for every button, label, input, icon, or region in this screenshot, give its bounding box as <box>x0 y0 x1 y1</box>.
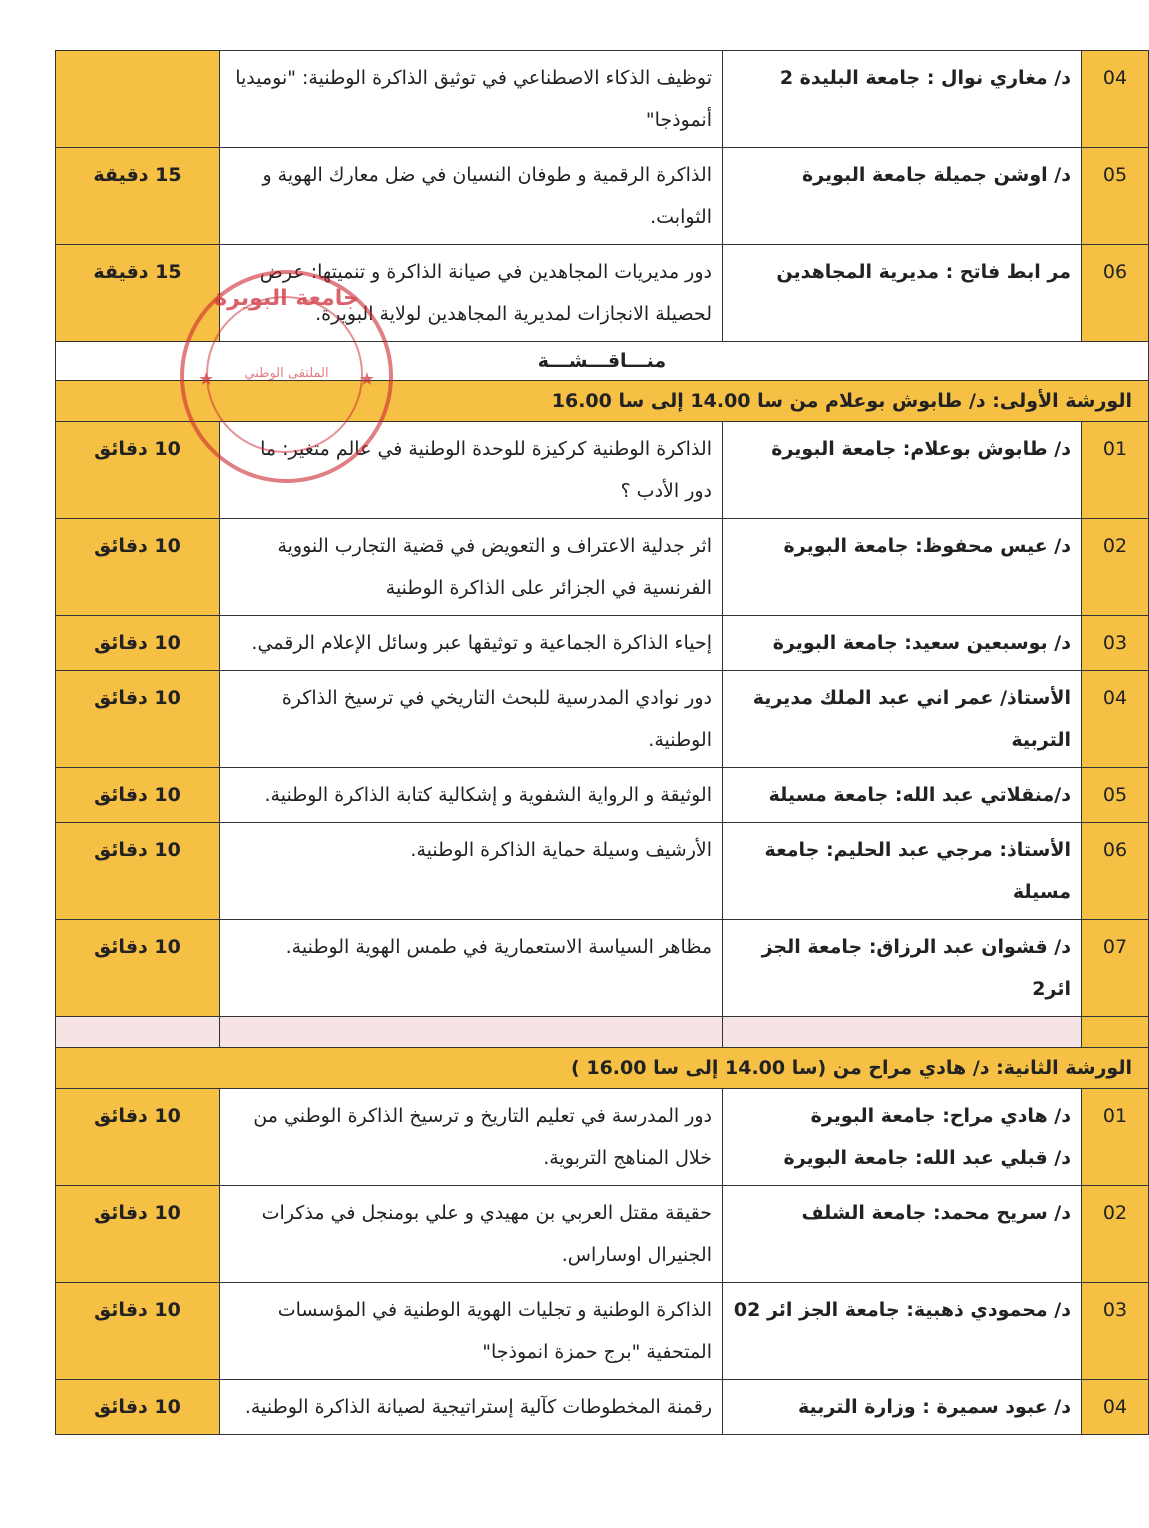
speaker-name: د/ عيس محفوظ: جامعة البويرة <box>723 519 1082 616</box>
talk-duration: 10 دقائق <box>56 519 220 616</box>
speaker-name: د/منقلاتي عبد الله: جامعة مسيلة <box>723 768 1082 823</box>
talk-topic: دور نوادي المدرسية للبحث التاريخي في ترسيخ الذاكرة الوطنية. <box>220 671 723 768</box>
star-icon: ★ <box>358 369 375 390</box>
row-number: 01 <box>1082 422 1149 519</box>
speaker-name: د/ اوشن جميلة جامعة البويرة <box>723 148 1082 245</box>
table-row <box>56 519 1149 616</box>
speaker-name: د/ محمودي ذهبية: جامعة الجز ائر 02 <box>723 1283 1082 1380</box>
row-number: 04 <box>1082 671 1149 768</box>
talk-topic: الذاكرة الرقمية و طوفان النسيان في ضل معارك الهوية و الثوابت. <box>220 148 723 245</box>
table-row <box>56 768 1149 823</box>
row-number: 03 <box>1082 616 1149 671</box>
speaker-name: د/ قشوان عبد الرزاق: جامعة الجز ائر2 <box>723 920 1082 1017</box>
speaker-name: د/ قبلي عبد الله: جامعة البويرة <box>783 1147 1071 1169</box>
discussion-label: منـــاقـــشـــة <box>56 342 1149 381</box>
speaker-name: د/ سريح محمد: جامعة الشلف <box>723 1186 1082 1283</box>
row-number: 07 <box>1082 920 1149 1017</box>
talk-topic: رقمنة المخطوطات كآلية إستراتيجية لصيانة الذاكرة الوطنية. <box>220 1380 723 1435</box>
talk-topic: حقيقة مقتل العربي بن مهيدي و علي بومنجل في مذكرات الجنيرال اوساراس. <box>220 1186 723 1283</box>
talk-duration: 10 دقائق <box>56 823 220 920</box>
workshop-header-row <box>56 1048 1149 1089</box>
seal-center-text: الملتقى الوطني <box>244 366 329 381</box>
spacer-cell <box>1082 1017 1149 1048</box>
spacer-cell <box>723 1017 1082 1048</box>
talk-duration: 15 دقيقة <box>56 148 220 245</box>
row-number: 05 <box>1082 768 1149 823</box>
workshop-header-row <box>56 381 1149 422</box>
talk-duration: 10 دقائق <box>56 671 220 768</box>
talk-topic: دور المدرسة في تعليم التاريخ و ترسيخ الذاكرة الوطني من خلال المناهج التربوية. <box>220 1089 723 1186</box>
row-number: 06 <box>1082 245 1149 342</box>
talk-topic: الوثيقة و الرواية الشفوية و إشكالية كتابة الذاكرة الوطنية. <box>220 768 723 823</box>
row-number: 06 <box>1082 823 1149 920</box>
table-row <box>56 1186 1149 1283</box>
talk-topic: توظيف الذكاء الاصطناعي في توثيق الذاكرة الوطنية: "نوميديا أنموذجا" <box>220 51 723 148</box>
talk-topic: الذاكرة الوطنية و تجليات الهوية الوطنية في المؤسسات المتحفية "برج حمزة انموذجا" <box>220 1283 723 1380</box>
talk-duration: 15 دقيقة <box>56 245 220 342</box>
row-number: 05 <box>1082 148 1149 245</box>
talk-duration: 10 دقائق <box>56 768 220 823</box>
program-sheet <box>55 50 1132 1435</box>
seal-text: جامعة البويرة <box>214 286 359 311</box>
row-number: 01 <box>1082 1089 1149 1186</box>
speaker-name: الأستاذ: مرجي عبد الحليم: جامعة مسيلة <box>723 823 1082 920</box>
speaker-names <box>723 1089 1082 1186</box>
talk-topic: دور مديريات المجاهدين في صيانة الذاكرة و تنميتها: عرض لحصيلة الانجازات لمديرية المجاهدين لولاية البويرة. <box>220 245 723 342</box>
table-row <box>56 823 1149 920</box>
row-number: 04 <box>1082 51 1149 148</box>
talk-duration: 10 دقائق <box>56 1089 220 1186</box>
table-row <box>56 422 1149 519</box>
talk-topic: اثر جدلية الاعتراف و التعويض في قضية التجارب النووية الفرنسية في الجزائر على الذاكرة الوطنية <box>220 519 723 616</box>
spacer-row <box>56 1017 1149 1048</box>
table-row <box>56 616 1149 671</box>
workshop-2-title: الورشة الثانية: د/ هادي مراح من (سا 14.00 إلى سا 16.00 ) <box>56 1048 1149 1089</box>
row-number: 02 <box>1082 519 1149 616</box>
table-row <box>56 245 1149 342</box>
discussion-row <box>56 342 1149 381</box>
talk-topic: الذاكرة الوطنية كركيزة للوحدة الوطنية في عالم متغير: ما دور الأدب ؟ <box>220 422 723 519</box>
table-row <box>56 51 1149 148</box>
table-row <box>56 671 1149 768</box>
talk-duration: 10 دقائق <box>56 422 220 519</box>
talk-duration: 10 دقائق <box>56 1186 220 1283</box>
talk-topic: إحياء الذاكرة الجماعية و توثيقها عبر وسائل الإعلام الرقمي. <box>220 616 723 671</box>
speaker-name: د/ هادي مراح: جامعة البويرة <box>810 1105 1071 1127</box>
workshop-1-title: الورشة الأولى: د/ طابوش بوعلام من سا 14.00 إلى سا 16.00 <box>56 381 1149 422</box>
talk-duration: 10 دقائق <box>56 1380 220 1435</box>
table-row <box>56 920 1149 1017</box>
talk-topic: مظاهر السياسة الاستعمارية في طمس الهوية الوطنية. <box>220 920 723 1017</box>
row-number: 03 <box>1082 1283 1149 1380</box>
talk-duration: 10 دقائق <box>56 920 220 1017</box>
star-icon: ★ <box>198 369 215 390</box>
row-number: 04 <box>1082 1380 1149 1435</box>
talk-duration <box>56 51 220 148</box>
spacer-cell <box>220 1017 723 1048</box>
speaker-name: د/ بوسبعين سعيد: جامعة البويرة <box>723 616 1082 671</box>
talk-topic: الأرشيف وسيلة حماية الذاكرة الوطنية. <box>220 823 723 920</box>
speaker-name: الأستاذ/ عمر اني عبد الملك مديرية التربية <box>723 671 1082 768</box>
row-number: 02 <box>1082 1186 1149 1283</box>
table-row <box>56 148 1149 245</box>
speaker-name: مر ابط فاتح : مديرية المجاهدين <box>723 245 1082 342</box>
table-row <box>56 1089 1149 1186</box>
speaker-name: د/ عبود سميرة : وزارة التربية <box>723 1380 1082 1435</box>
speaker-name: د/ مغاري نوال : جامعة البليدة 2 <box>723 51 1082 148</box>
program-table <box>55 50 1149 1435</box>
talk-duration: 10 دقائق <box>56 616 220 671</box>
speaker-name: د/ طابوش بوعلام: جامعة البويرة <box>723 422 1082 519</box>
table-row <box>56 1380 1149 1435</box>
table-row <box>56 1283 1149 1380</box>
talk-duration: 10 دقائق <box>56 1283 220 1380</box>
spacer-cell <box>56 1017 220 1048</box>
